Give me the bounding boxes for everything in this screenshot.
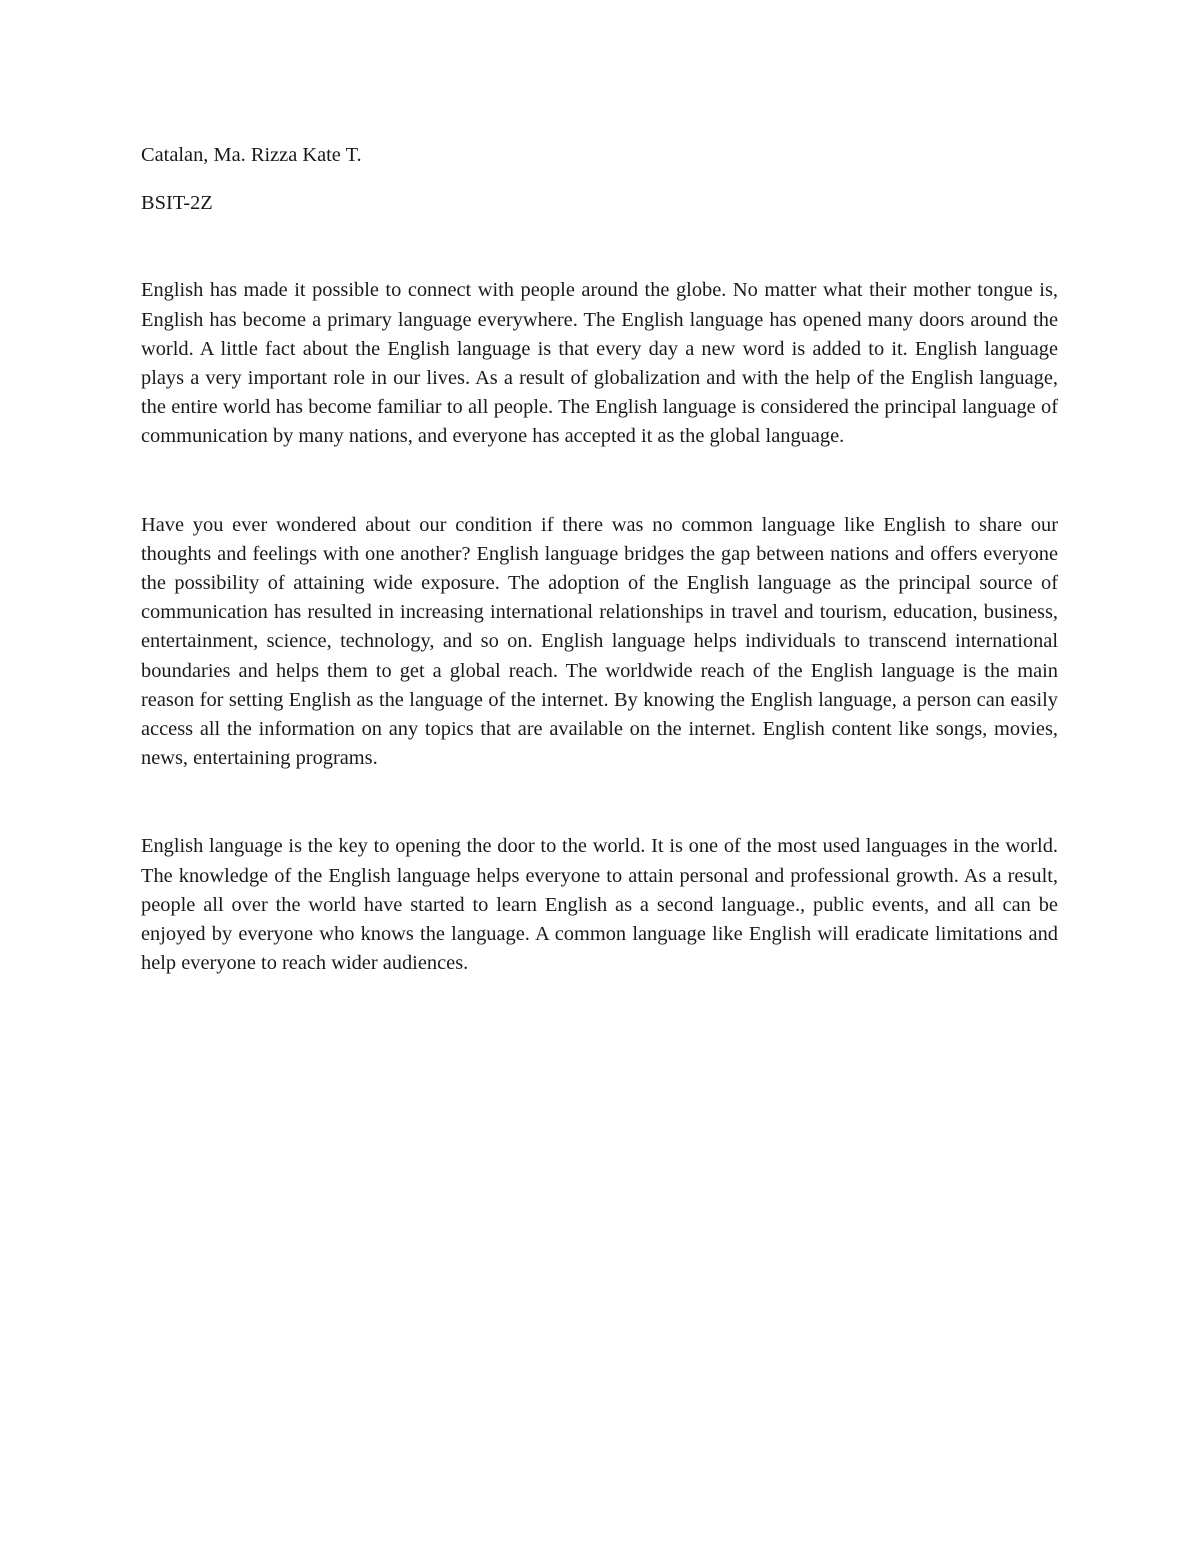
author-name: Catalan, Ma. Rizza Kate T.: [141, 144, 362, 166]
paragraph-1: English has made it possible to connect with people around the globe. No matter what their mother tongue is, English has become a primary language everywhere. The English language has opened many doors around the world. A little fact about the English language is that every day a new word is added to it. English language plays a very important role in our lives. As a result of globalization and with the help of the English language, the entire world has become familiar to all people. The English language is considered the principal language of communication by many nations, and everyone has accepted it as the global language.: [141, 279, 1058, 448]
document-body: [141, 141, 1058, 978]
paragraph-3: English language is the key to opening the door to the world. It is one of the most used languages in the world. The knowledge of the English language helps everyone to attain personal and professional growth. As a result, people all over the world have started to learn English as a second language., public events, and all can be enjoyed by everyone who knows the language. A common language like English will eradicate limitations and help everyone to reach wider audiences.: [141, 835, 1058, 975]
paragraph-2: Have you ever wondered about our condition if there was no common language like English to share our thoughts and feelings with one another? English language bridges the gap between nations and offers everyone the possibility of attaining wide exposure. The adoption of the English language as the principal source of communication has resulted in increasing international relationships in travel and tourism, education, business, entertainment, science, technology, and so on. English language helps individuals to transcend international boundaries and helps them to get a global reach. The worldwide reach of the English language is the main reason for setting English as the language of the internet. By knowing the English language, a person can easily access all the information on any topics that are available on the internet. English content like songs, movies, news, entertaining programs.: [141, 513, 1058, 770]
course-section: BSIT-2Z: [141, 192, 213, 215]
